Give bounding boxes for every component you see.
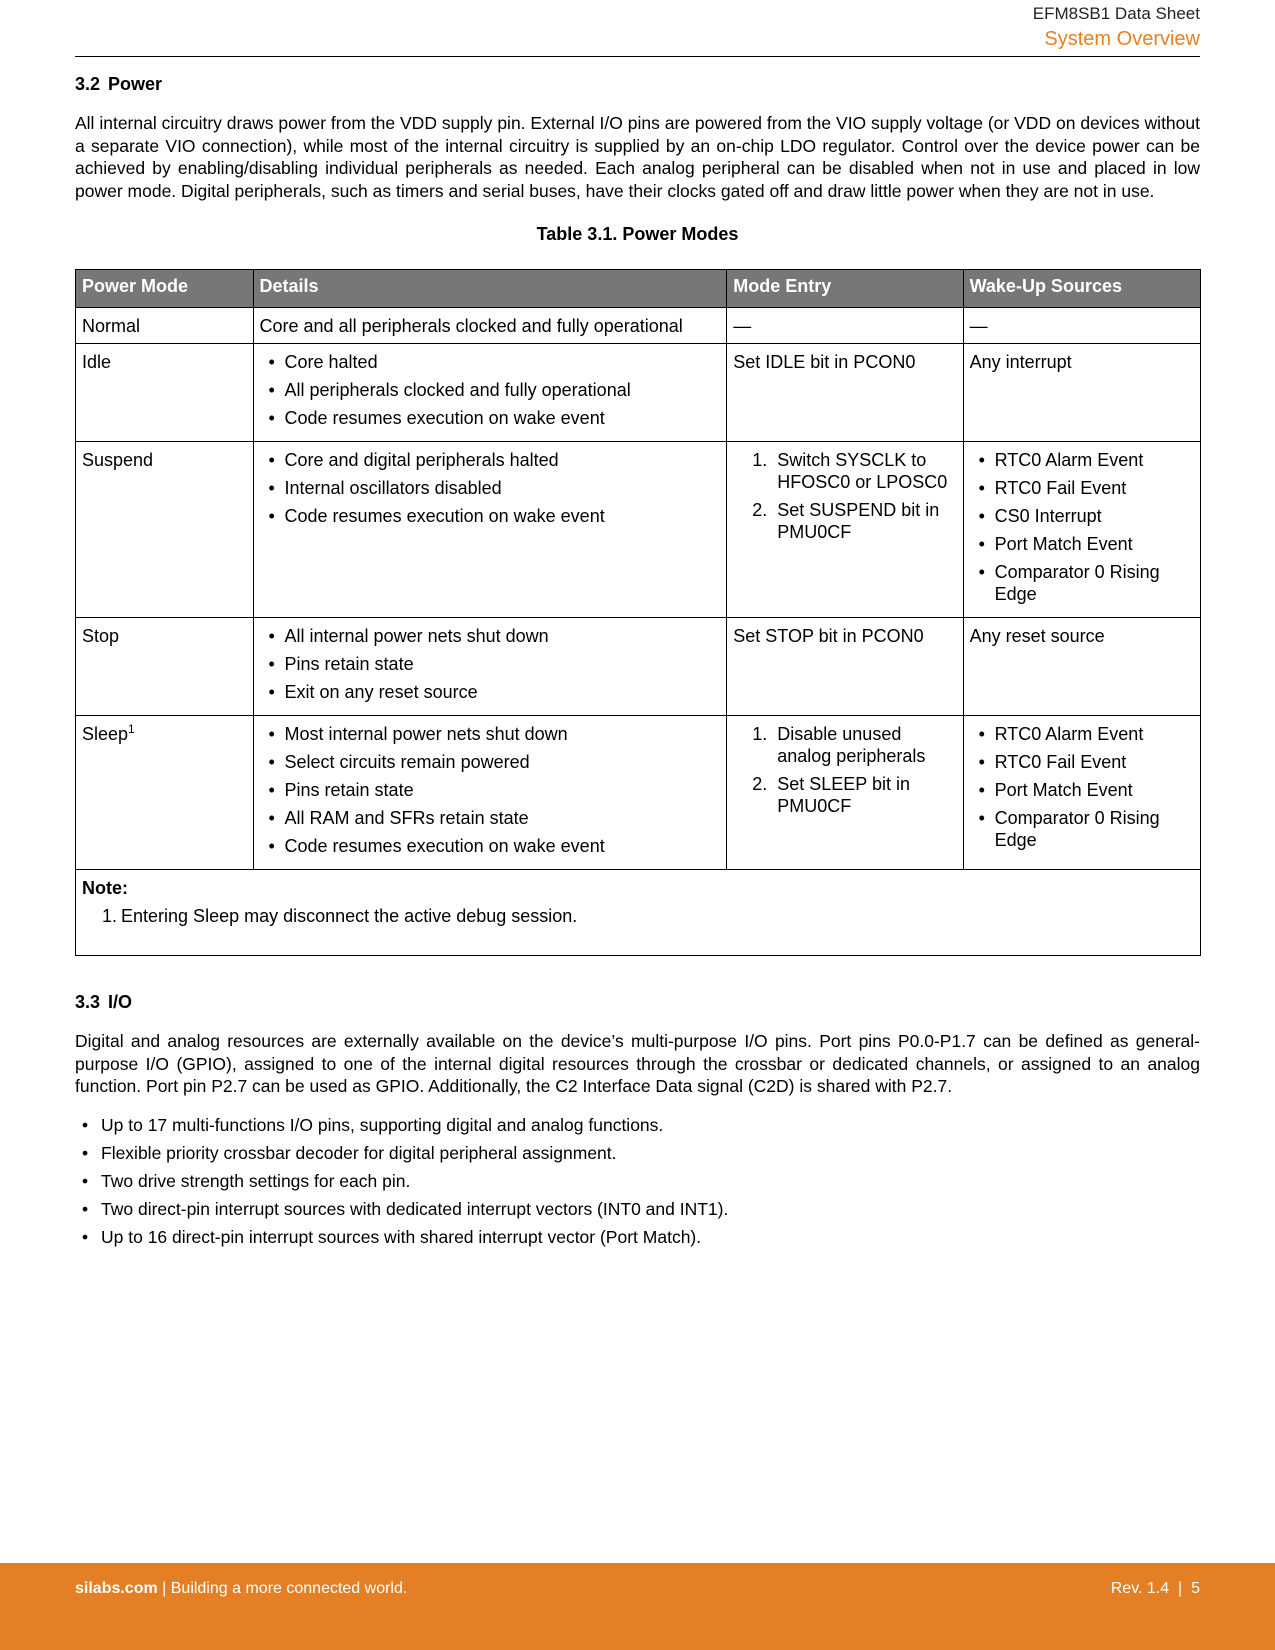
list-item: • Up to 17 multi-functions I/O pins, supporting digital and analog functions. <box>75 1114 1200 1136</box>
footer-right <box>1111 1580 1200 1598</box>
table-row-sleep <box>76 716 1201 870</box>
note-text: Entering Sleep may disconnect the active debug session. <box>121 906 578 926</box>
list-item: • Core halted <box>260 351 721 373</box>
details-cell <box>253 442 727 618</box>
header-power-mode: Power Mode <box>76 270 254 308</box>
list-item: • RTC0 Fail Event <box>970 477 1194 499</box>
header-details: Details <box>253 270 727 308</box>
power-heading-number: 3.2 <box>75 74 101 94</box>
note-number: 1. <box>102 906 118 926</box>
page-separator: | <box>1169 1580 1192 1597</box>
page-content <box>75 72 1200 1254</box>
wake-cell <box>963 716 1200 870</box>
list-item: • All RAM and SFRs retain state <box>260 807 721 829</box>
list-item: • Two direct-pin interrupt sources with dedicated interrupt vectors (INT0 and INT1). <box>75 1198 1200 1220</box>
list-item <box>733 773 956 817</box>
power-paragraph: All internal circuitry draws power from the VDD supply pin. External I/O pins are powered from the VIO supply voltage (or VDD on devices without a separate VIO connection), while most of the internal circuitry is supplied by an on-chip LDO regulator. Control over the device power can be achieved by enabling/disabling individual peripherals as needed. Each analog peripheral can be disabled when not in use and placed in low power mode. Digital peripherals, such as timers and serial buses, have their clocks gated off and draw little power when they are not in use. <box>75 113 1200 201</box>
list-item: • All peripherals clocked and fully operational <box>260 379 721 401</box>
wake-cell <box>963 442 1200 618</box>
note-title: Note: <box>82 878 128 898</box>
list-item: • Exit on any reset source <box>260 681 721 703</box>
details-cell: Core and all peripherals clocked and fully operational <box>253 308 727 344</box>
list-item <box>733 723 956 767</box>
io-feature-list <box>75 1114 1200 1248</box>
header-wake-up-sources: Wake-Up Sources <box>963 270 1200 308</box>
footnote-marker: 1 <box>128 722 135 736</box>
power-heading <box>75 72 1200 96</box>
doc-title: EFM8SB1 Data Sheet <box>1032 4 1200 23</box>
details-cell <box>253 716 727 870</box>
table-header-row <box>76 270 1201 308</box>
power-heading-title: Power <box>108 74 163 94</box>
table-caption: Table 3.1. Power Modes <box>536 224 739 244</box>
details-cell <box>253 618 727 716</box>
mode-cell: Idle <box>76 344 254 442</box>
list-item: • Code resumes execution on wake event <box>260 505 721 527</box>
entry-cell: — <box>727 308 963 344</box>
wake-cell: Any reset source <box>963 618 1200 716</box>
header-divider <box>75 56 1200 57</box>
page-header <box>1033 4 1200 52</box>
list-text: Set SUSPEND bit in PMU0CF <box>777 500 940 542</box>
entry-cell <box>727 716 963 870</box>
list-item: • Code resumes execution on wake event <box>260 407 721 429</box>
list-item: • Code resumes execution on wake event <box>260 835 721 857</box>
mode-cell: Normal <box>76 308 254 344</box>
list-item: • Pins retain state <box>260 779 721 801</box>
header-mode-entry: Mode Entry <box>727 270 963 308</box>
footer-brand-link[interactable]: silabs.com <box>75 1580 158 1597</box>
io-paragraph: Digital and analog resources are externally available on the device’s multi-purpose I/O pins. Port pins P0.0-P1.7 can be defined as general-purpose I/O (GPIO), assigned to one of the internal digital resources through the crossbar or dedicated channels, or assigned to an analog function. Port pin P2.7 can be used as GPIO. Additionally, the C2 Interface Data signal (C2D) is shared with P2.7. <box>75 1031 1200 1096</box>
list-item: • Up to 16 direct-pin interrupt sources with shared interrupt vector (Port Match). <box>75 1226 1200 1248</box>
entry-cell: Set IDLE bit in PCON0 <box>727 344 963 442</box>
io-heading-title: I/O <box>108 992 133 1012</box>
list-item: • Comparator 0 Rising Edge <box>970 807 1194 851</box>
mode-label: Sleep <box>82 724 129 744</box>
table-row-idle <box>76 344 1201 442</box>
table-row-stop <box>76 618 1201 716</box>
list-number: 2. <box>752 774 768 794</box>
wake-cell: Any interrupt <box>963 344 1200 442</box>
list-item: • RTC0 Alarm Event <box>970 449 1194 471</box>
entry-cell <box>727 442 963 618</box>
list-item: • Pins retain state <box>260 653 721 675</box>
list-item: • RTC0 Alarm Event <box>970 723 1194 745</box>
power-modes-table <box>75 269 1201 956</box>
entry-cell: Set STOP bit in PCON0 <box>727 618 963 716</box>
list-item: • Select circuits remain powered <box>260 751 721 773</box>
list-item: • Port Match Event <box>970 533 1194 555</box>
page-number: 5 <box>1191 1580 1200 1597</box>
list-item <box>733 449 956 493</box>
header-section-title: System Overview <box>1044 28 1200 50</box>
list-number: 1. <box>752 724 768 744</box>
list-item: • Most internal power nets shut down <box>260 723 721 745</box>
io-heading-number: 3.3 <box>75 992 101 1012</box>
list-text: Set SLEEP bit in PMU0CF <box>777 774 910 816</box>
list-text: Disable unused analog peripherals <box>777 724 926 766</box>
list-item: • Core and digital peripherals halted <box>260 449 721 471</box>
footer-separator: | <box>157 1580 171 1597</box>
list-number: 2. <box>752 500 768 520</box>
table-note <box>76 870 1201 956</box>
list-item: • Two drive strength settings for each pin. <box>75 1170 1200 1192</box>
footer-left <box>75 1580 407 1598</box>
revision: Rev. 1.4 <box>1110 1580 1170 1597</box>
table-row-normal <box>76 308 1201 344</box>
mode-cell: Suspend <box>76 442 254 618</box>
mode-cell: Stop <box>76 618 254 716</box>
list-text: Switch SYSCLK to HFOSC0 or LPOSC0 <box>777 450 948 492</box>
list-item: • CS0 Interrupt <box>970 505 1194 527</box>
list-item: • Flexible priority crossbar decoder for digital peripheral assignment. <box>75 1142 1200 1164</box>
table-row-suspend <box>76 442 1201 618</box>
note-item <box>82 905 1194 927</box>
list-item: • RTC0 Fail Event <box>970 751 1194 773</box>
list-item: • Port Match Event <box>970 779 1194 801</box>
mode-cell <box>76 716 254 870</box>
list-item: • All internal power nets shut down <box>260 625 721 647</box>
details-cell <box>253 344 727 442</box>
list-item: • Comparator 0 Rising Edge <box>970 561 1194 605</box>
footer-tagline: Building a more connected world. <box>170 1580 408 1597</box>
page-footer <box>0 1563 1275 1650</box>
list-item: • Internal oscillators disabled <box>260 477 721 499</box>
list-item <box>733 499 956 543</box>
io-heading <box>75 990 1200 1014</box>
wake-cell: — <box>963 308 1200 344</box>
list-number: 1. <box>752 450 768 470</box>
table-note-row <box>76 870 1201 956</box>
